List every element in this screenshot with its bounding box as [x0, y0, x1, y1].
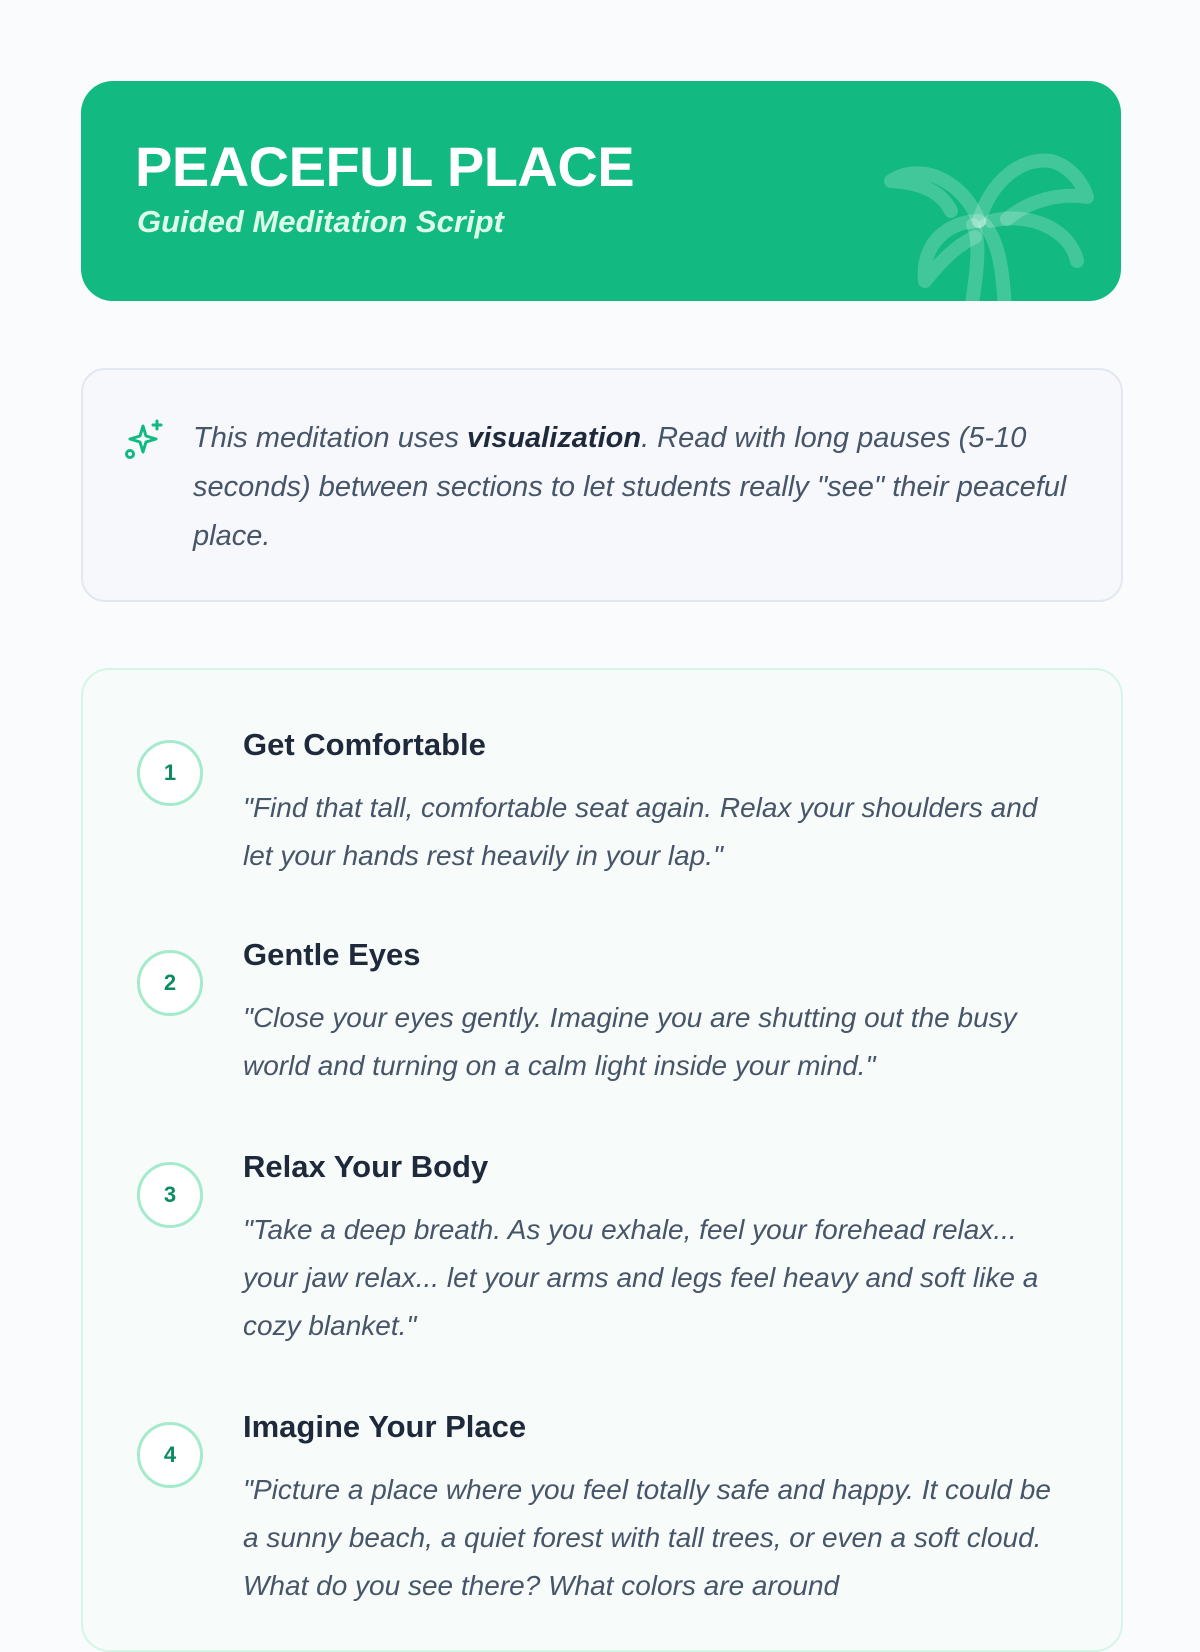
note-emphasis: visualization [467, 422, 642, 454]
step-number: 4 [137, 1422, 203, 1488]
note-text-before: This meditation uses [193, 422, 468, 454]
facilitator-note [81, 368, 1123, 602]
step-text: "Picture a place where you feel totally safe and happy. It could be a sunny beach, a quiet forest with tall trees, or even a soft cloud. What do you see there? What colors are around [243, 1474, 1051, 1601]
step-text: "Take a deep breath. As you exhale, feel your forehead relax... your jaw relax... let your arms and legs feel heavy and soft like a cozy blanket." [243, 1214, 1039, 1341]
steps-list [81, 668, 1123, 1652]
step-title: Imagine Your Place [243, 1409, 527, 1444]
step-title: Gentle Eyes [243, 937, 421, 972]
step-number: 2 [137, 950, 203, 1016]
header-banner [81, 81, 1121, 301]
step-text: "Close your eyes gently. Imagine you are shutting out the busy world and turning on a calm light inside your mind." [243, 1002, 1017, 1081]
page-title: PEACEFUL PLACE [135, 135, 635, 198]
step-title: Get Comfortable [243, 727, 486, 762]
sparkle-icon [123, 418, 165, 460]
step-text: "Find that tall, comfortable seat again. Relax your shoulders and let your hands rest heavily in your lap." [243, 792, 1038, 871]
page-subtitle: Guided Meditation Script [137, 204, 504, 239]
step-title: Relax Your Body [243, 1149, 489, 1184]
step-number: 3 [137, 1162, 203, 1228]
palm-tree-icon [881, 121, 1101, 301]
note-text-after: . Read with long pauses (5-10 seconds) between sections to let students really "see" their peaceful place. [193, 422, 1067, 552]
step-number: 1 [137, 740, 203, 806]
note-text [193, 414, 1073, 561]
